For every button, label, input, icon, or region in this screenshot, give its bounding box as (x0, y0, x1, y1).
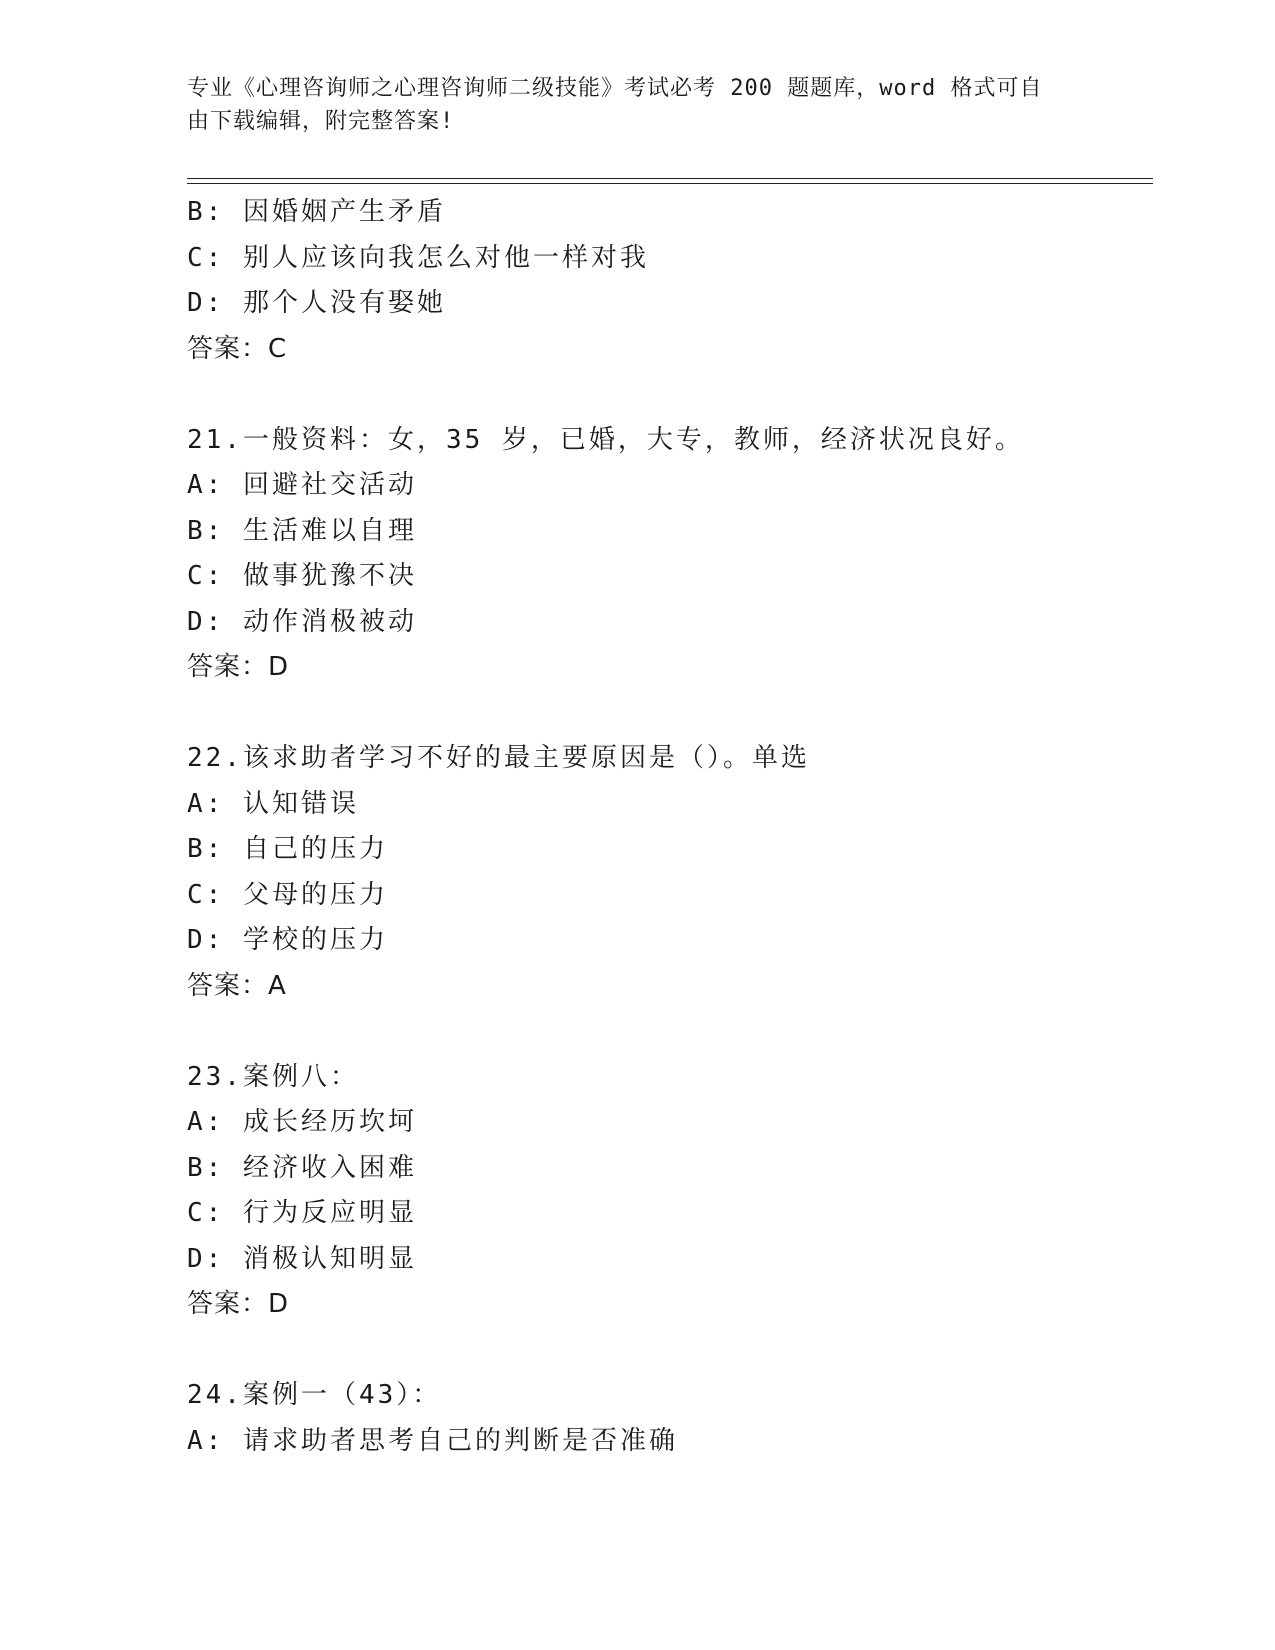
answer: 答案：C (187, 333, 288, 364)
option-d: D: 动作消极被动 (187, 606, 417, 637)
question-stem: 24.案例一（43）： (187, 1380, 442, 1410)
document-header (187, 72, 1087, 138)
header-line-2: 由下载编辑，附完整答案! (187, 109, 455, 134)
question-20-continuation (187, 190, 1147, 372)
option-a: A: 认知错误 (187, 788, 359, 819)
option-a: A: 成长经历坎坷 (187, 1107, 417, 1137)
option-c: C: 行为反应明显 (187, 1198, 417, 1228)
option-b: B: 自己的压力 (187, 834, 388, 864)
option-d: D: 学校的压力 (187, 925, 388, 955)
option-b: B: 生活难以自理 (187, 515, 417, 546)
option-a: A: 请求助者思考自己的判断是否准确 (187, 1425, 678, 1456)
option-b: B: 经济收入困难 (187, 1152, 417, 1183)
option-a: A: 回避社交活动 (187, 470, 417, 500)
header-divider-top (187, 178, 1153, 179)
question-22 (187, 736, 1147, 1009)
question-stem: 23.案例八： (187, 1061, 359, 1092)
option-b: B: 因婚姻产生矛盾 (187, 197, 446, 227)
answer: 答案：D (187, 1289, 290, 1319)
header-divider-bottom (187, 183, 1153, 184)
question-list (187, 190, 1147, 1464)
spacer (187, 1328, 1147, 1374)
option-d: D: 消极认知明显 (187, 1243, 417, 1274)
option-c: C: 别人应该向我怎么对他一样对我 (187, 242, 649, 273)
question-stem: 21.一般资料：女，35 岁，已婚，大专，教师，经济状况良好。 (187, 424, 1024, 455)
question-stem: 22.该求助者学习不好的最主要原因是（）。单选 (187, 743, 810, 773)
option-c: C: 做事犹豫不决 (187, 561, 417, 591)
spacer (187, 372, 1147, 418)
answer: 答案：A (187, 970, 287, 1001)
question-21 (187, 418, 1147, 691)
header-line-1: 专业《心理咨询师之心理咨询师二级技能》考试必考 200 题题库，word 格式可自 (187, 76, 1043, 101)
option-d: D: 那个人没有娶她 (187, 288, 446, 318)
spacer (187, 691, 1147, 737)
question-23 (187, 1055, 1147, 1328)
spacer (187, 1009, 1147, 1055)
question-24 (187, 1373, 1147, 1464)
option-c: C: 父母的压力 (187, 879, 388, 910)
answer: 答案：D (187, 652, 290, 682)
